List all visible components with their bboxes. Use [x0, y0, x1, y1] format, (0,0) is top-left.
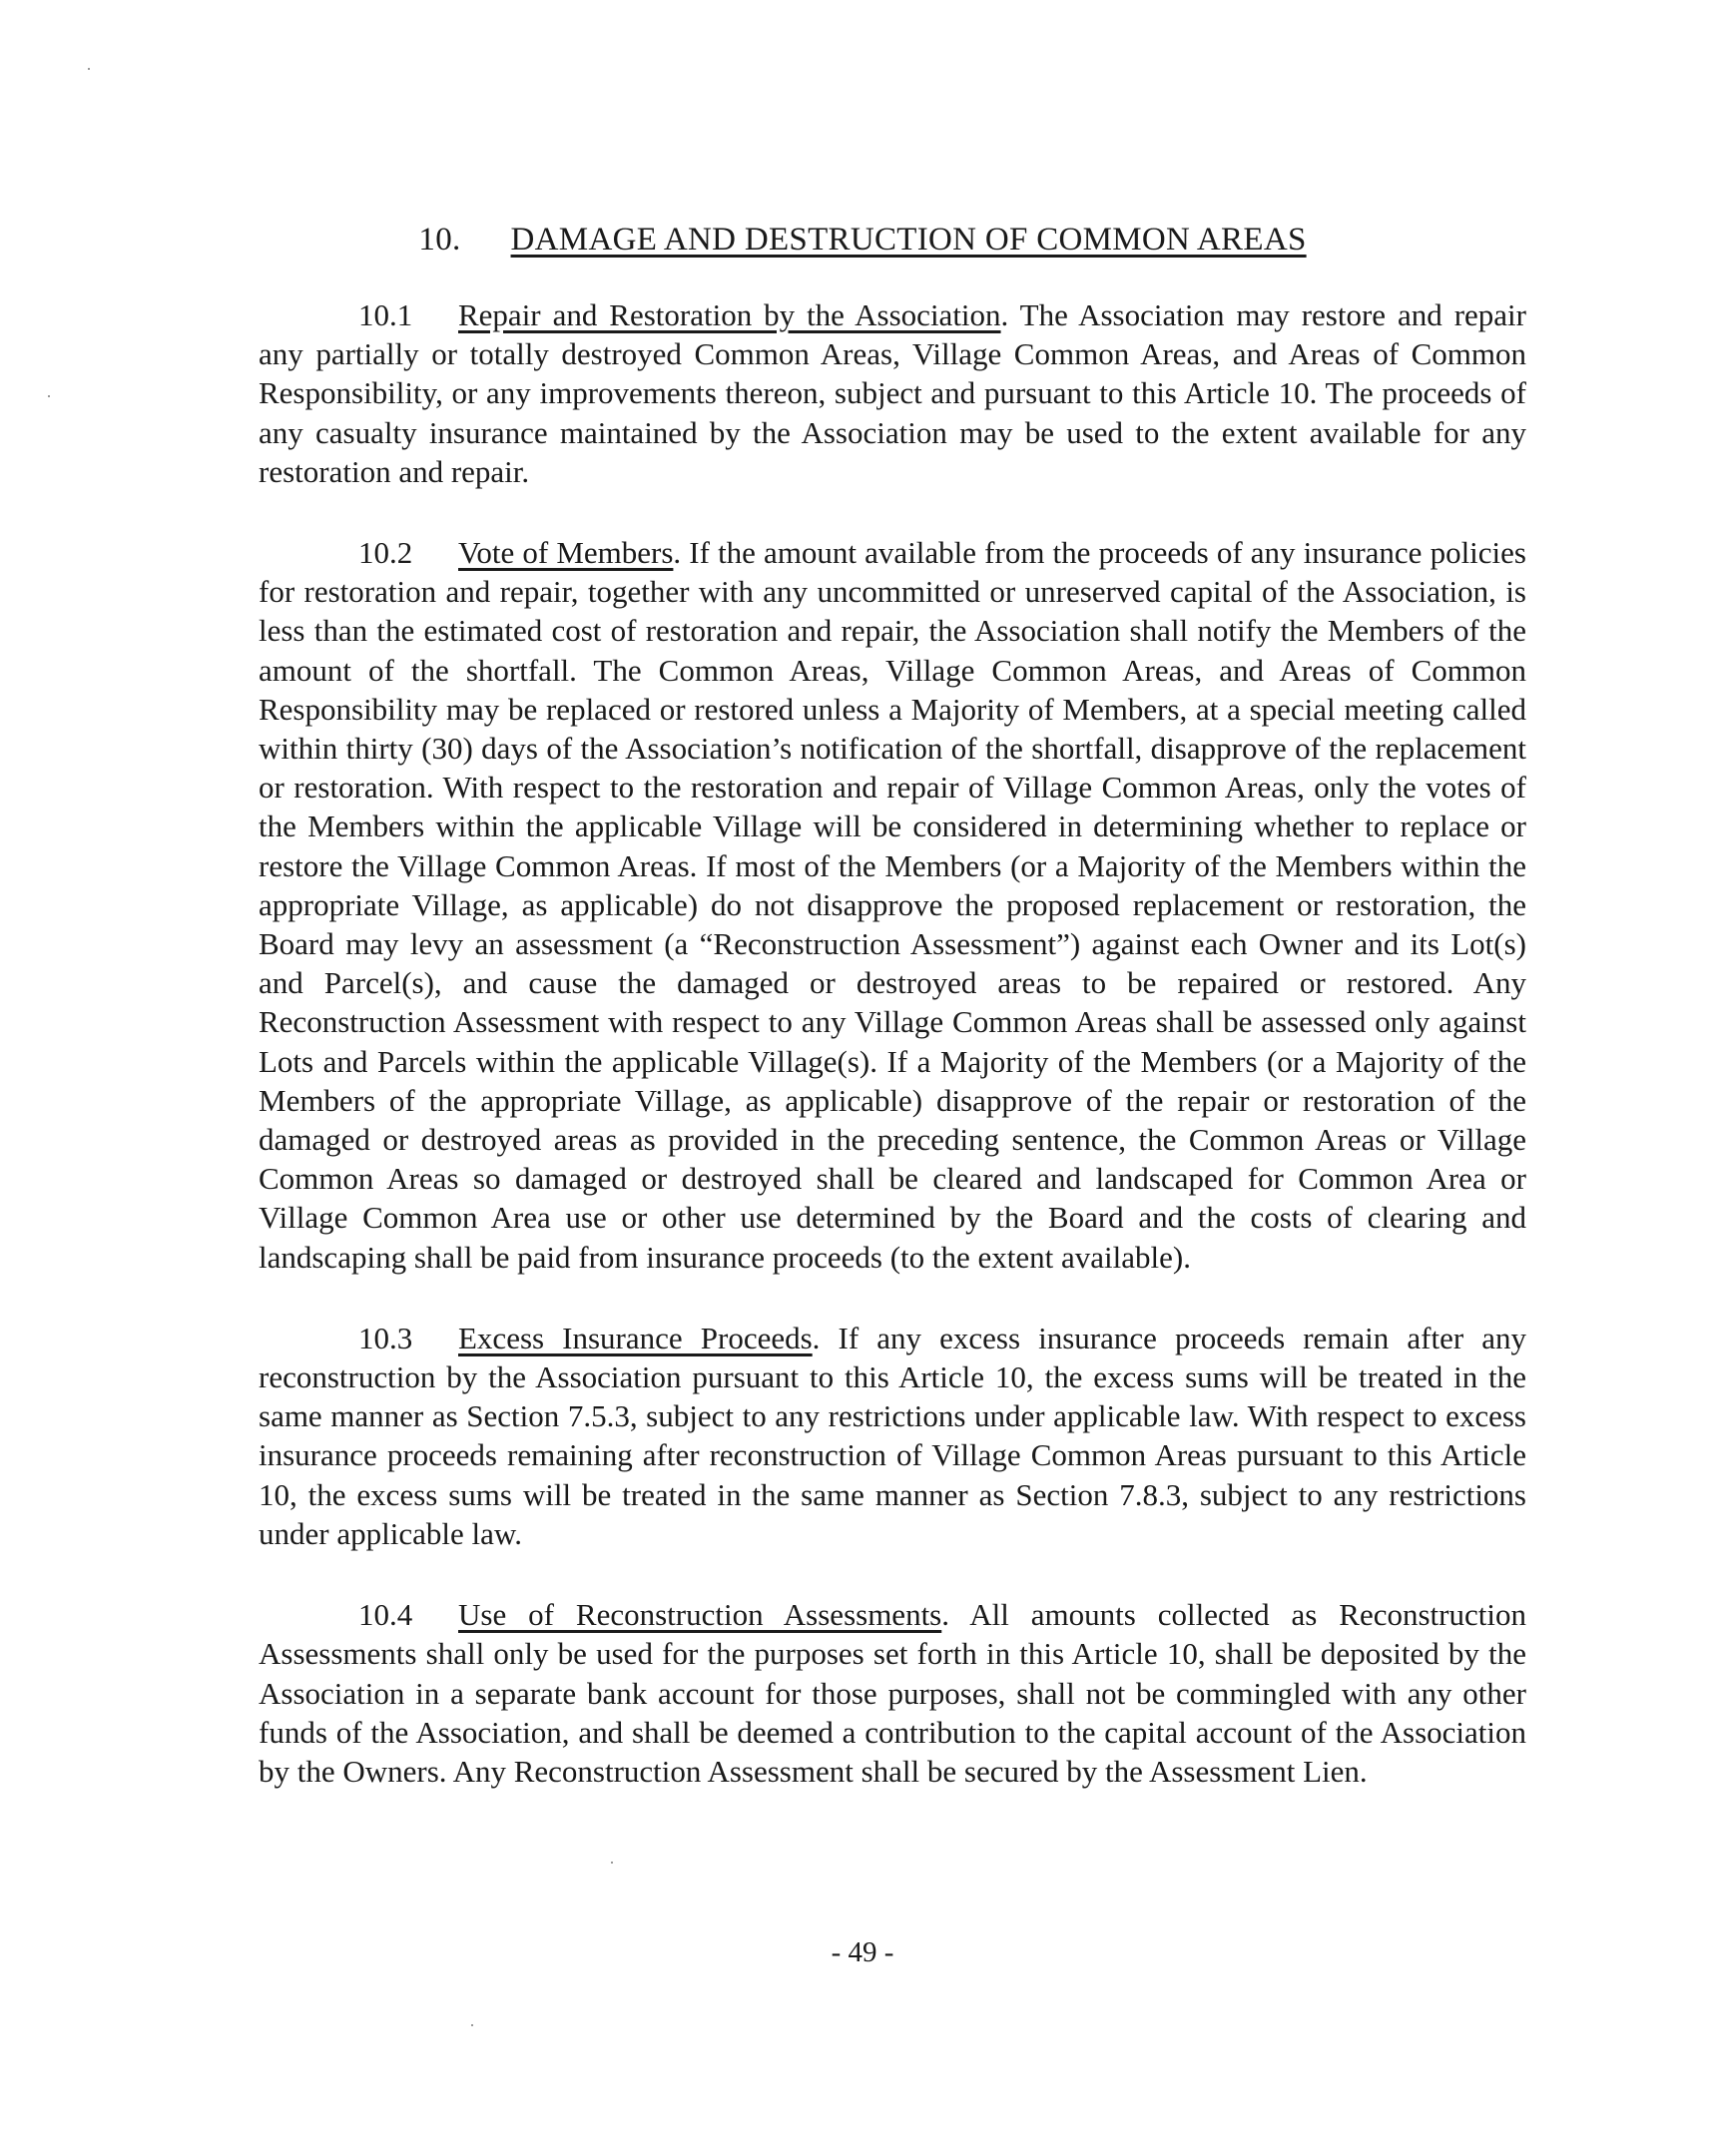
section-body: . If the amount available from the proceeds of any insurance policies for restoration and repair, together with any uncommitted or unreserved capital of the Association, is less than the estimated cost of restoration and repair, the Association shall notify the Members of the amount of the shortfall. The Common Areas, Village Common Areas, and Areas of Common Responsibility may be replaced or restored unless a Majority of Members, at a special meeting called within thirty (30) days of the Association’s notification of the shortfall, disapprove of the replacement or restoration. With respect to the restoration and repair of Village Common Areas, only the votes of the Members within the applicable Village will be considered in determining whether to replace or restore the Village Common Areas. If most of the Members (or a Majority of the Members within the appropriate Village, as applicable) do not disapprove the proposed replacement or restoration, the Board may levy an assessment (a “Reconstruction Assessment”) against each Owner and its Lot(s) and Parcel(s), and cause the damaged or destroyed areas to be repaired or restored. Any Reconstruction Assessment with respect to any Village Common Areas shall be assessed only against Lots and Parcels within the applicable Village(s). If a Majority of the Members (or a Majority of the Members of the appropriate Village, as applicable) disapprove of the repair or restoration of the damaged or destroyed areas as provided in the preceding sentence, the Common Areas or Village Common Areas so damaged or destroyed shall be cleared and landscaped for Common Area or Village Common Area use or other use determined by the Board and the costs of clearing and landscaping shall be paid from insurance proceeds (to the extent available). [259, 535, 1526, 1275]
section-body: . All amounts collected as Reconstruction Assessments shall only be used for the purposes set forth in this Article 10, shall be deposited by the Association in a separate bank account for those purposes, shall not be commingled with any other funds of the Association, and shall be deemed a contribution to the capital account of the Association by the Owners. Any Reconstruction Assessment shall be secured by the Assessment Lien. [259, 1597, 1526, 1789]
article-number: 10. [418, 222, 461, 258]
section-10-1 [259, 295, 1526, 491]
scan-speck [48, 395, 50, 397]
section-title: Repair and Restoration by the Association [458, 297, 1001, 332]
section-10-2 [259, 533, 1526, 1277]
section-title: Excess Insurance Proceeds [458, 1320, 813, 1355]
scan-speck [611, 1862, 613, 1864]
scan-speck [471, 2024, 473, 2026]
section-body: . If any excess insurance proceeds remain after any reconstruction by the Association pursuant to this Article 10, the excess sums will be treated in the same manner as Section 7.5.3, subject to any restrictions under applicable law. With respect to excess insurance proceeds remaining after reconstruction of Village Common Areas pursuant to this Article 10, the excess sums will be treated in the same manner as Section 7.8.3, subject to any restrictions under applicable law. [259, 1320, 1527, 1551]
section-10-4 [259, 1595, 1526, 1791]
section-number: 10.1 [358, 297, 413, 332]
section-title: Use of Reconstruction Assessments [458, 1597, 942, 1633]
scan-speck [88, 68, 90, 70]
article-sections [259, 295, 1526, 1833]
article-title: DAMAGE AND DESTRUCTION OF COMMON AREAS [510, 222, 1307, 258]
section-body: . The Association may restore and repair any partially or totally destroyed Common Areas, Village Common Areas, and Areas of Common Responsibility, or any improvements thereon, subject and pursuant to this Article 10. The proceeds of any casualty insurance maintained by the Association may be used to the extent available for any restoration and repair. [259, 297, 1526, 489]
section-number: 10.4 [358, 1597, 413, 1633]
section-10-3 [259, 1319, 1526, 1553]
section-number: 10.3 [358, 1320, 413, 1355]
page-number: - 49 - [831, 1936, 894, 1968]
section-number: 10.2 [358, 535, 413, 571]
section-title: Vote of Members [458, 535, 674, 571]
article-heading [0, 218, 1725, 262]
